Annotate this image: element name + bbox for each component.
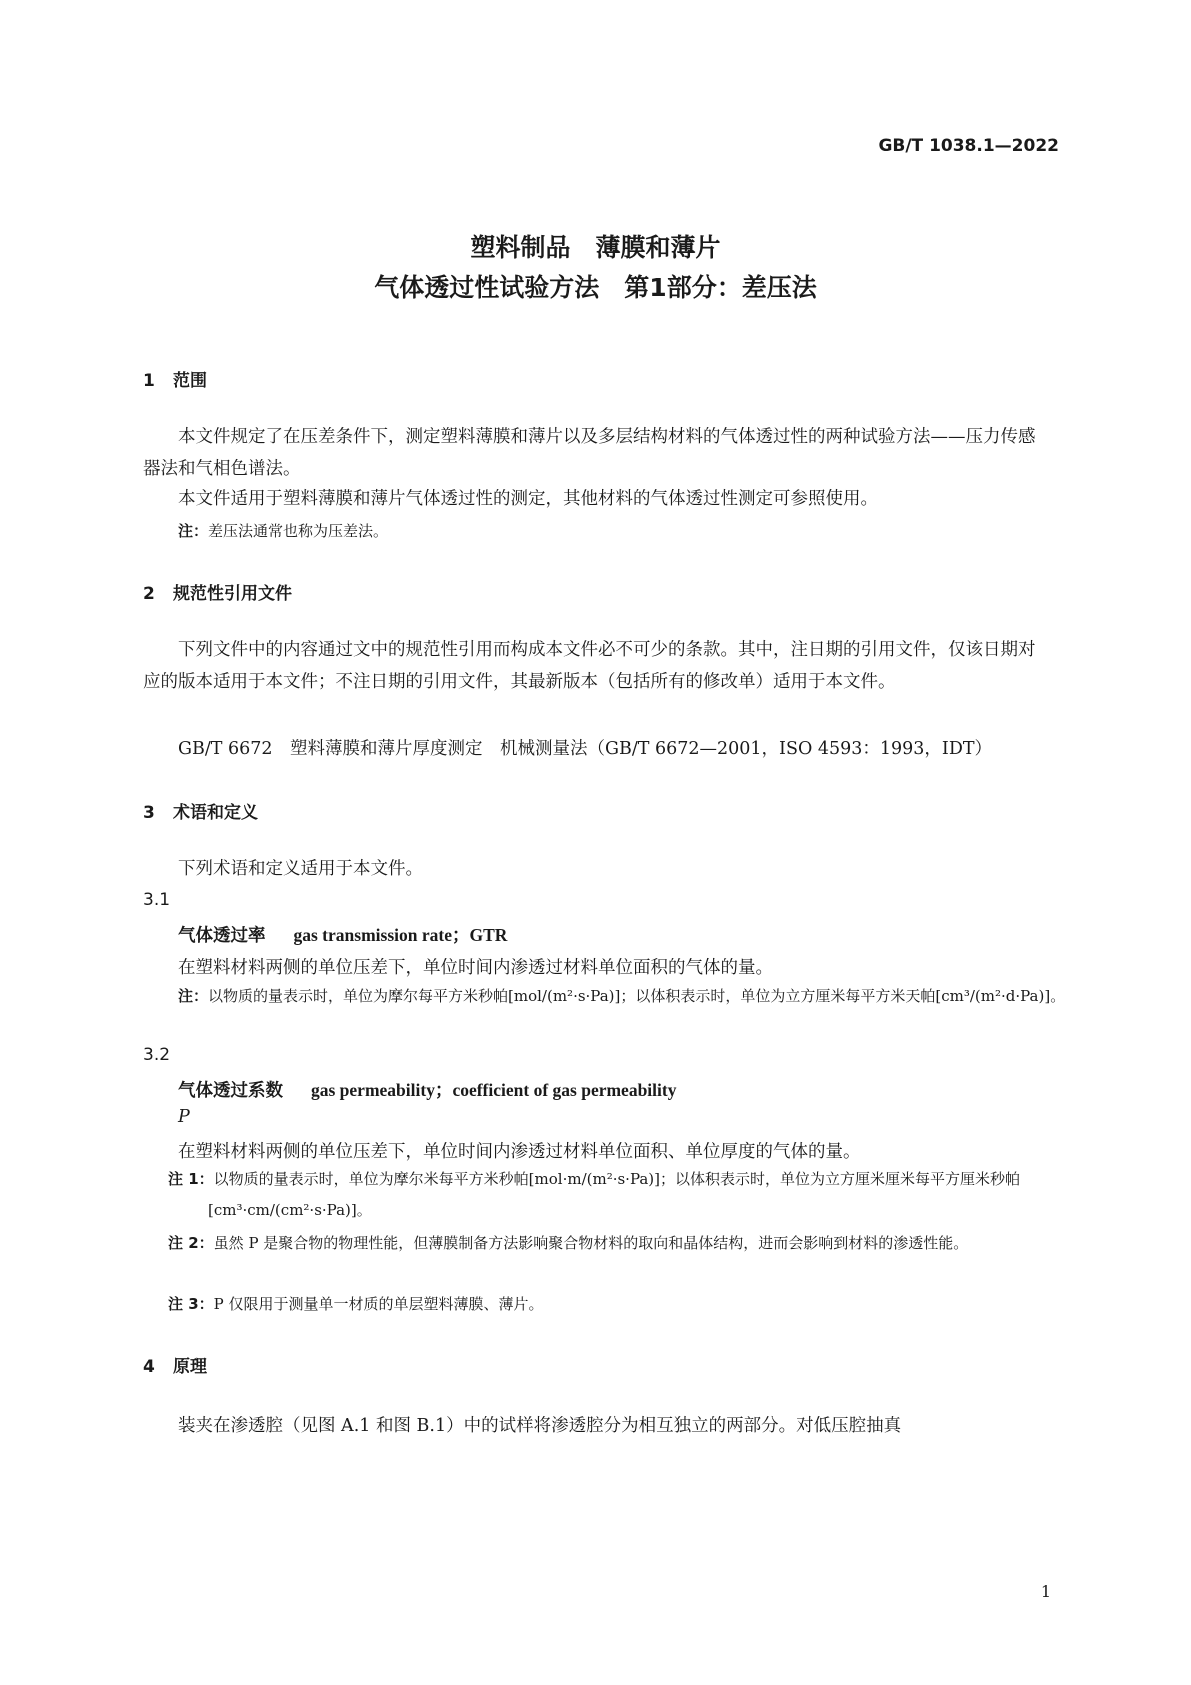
- section-number: 4: [143, 1357, 155, 1377]
- term-en: gas transmission rate；GTR: [293, 925, 508, 945]
- document-title-line1: 塑料制品 薄膜和薄片: [470, 233, 721, 262]
- section-1-note: [178, 520, 388, 541]
- section-2-heading: [143, 579, 292, 604]
- section-3-intro: 下列术语和定义适用于本文件。: [178, 859, 423, 879]
- note-label: 注：: [178, 987, 209, 1005]
- term-3-2-number: 3.2: [143, 1045, 171, 1065]
- term-3-2-note-1: [168, 1164, 1088, 1226]
- note-label: 注：: [178, 522, 209, 540]
- section-title: 术语和定义: [173, 803, 258, 823]
- term-3-1-note: [178, 981, 1092, 1012]
- section-number: 1: [143, 371, 155, 391]
- term-3-2-note-3: [168, 1293, 544, 1314]
- term-3-2-symbol: P: [178, 1107, 190, 1127]
- section-number: 3: [143, 803, 155, 823]
- note-text: 虽然 P 是聚合物的物理性能，但薄膜制备方法影响聚合物材料的取向和晶体结构，进而会影响到材料的渗透性能。: [213, 1234, 969, 1252]
- note-label: 注 1：: [168, 1170, 214, 1188]
- section-4-paragraph-1: 装夹在渗透腔（见图 A.1 和图 B.1）中的试样将渗透腔分为相互独立的两部分。对低压腔抽真: [178, 1416, 902, 1436]
- term-zh: 气体透过系数: [178, 1081, 283, 1101]
- section-4-heading: [143, 1352, 207, 1377]
- note-text: 以物质的量表示时，单位为摩尔每平方米秒帕[mol/(m²·s·Pa)]；以体积表示时，单位为立方厘米每平方米天帕[cm³/(m²·d·Pa)]。: [208, 987, 1066, 1005]
- section-1-paragraph-1: 本文件规定了在压差条件下，测定塑料薄膜和薄片以及多层结构材料的气体透过性的两种试验方法——压力传感器法和气相色谱法。: [143, 427, 1036, 479]
- section-3-heading: [143, 798, 258, 823]
- section-1-paragraph-2: 本文件适用于塑料薄膜和薄片气体透过性的测定，其他材料的气体透过性测定可参照使用。: [178, 489, 878, 509]
- standard-number: GB/T 1038.1—2022: [878, 136, 1059, 156]
- section-1-heading: [143, 366, 207, 391]
- page-number: 1: [1040, 1582, 1051, 1601]
- section-number: 2: [143, 584, 155, 604]
- section-title: 范围: [173, 371, 207, 391]
- note-text: P 仅限用于测量单一材质的单层塑料薄膜、薄片。: [213, 1295, 544, 1313]
- document-title-line2: 气体透过性试验方法 第1部分：差压法: [374, 273, 817, 302]
- section-2-paragraph-1: 下列文件中的内容通过文中的规范性引用而构成本文件必不可少的条款。其中，注日期的引用文件，仅该日期对应的版本适用于本文件；不注日期的引用文件，其最新版本（包括所有的修改单）适用于本文件。: [143, 640, 1036, 692]
- term-3-2-heading: [178, 1077, 676, 1102]
- term-zh: 气体透过率: [178, 926, 266, 946]
- term-3-1-number: 3.1: [143, 890, 171, 910]
- term-3-1-heading: [178, 922, 507, 947]
- section-title: 原理: [173, 1357, 207, 1377]
- note-label: 注 2：: [168, 1234, 214, 1252]
- term-en: gas permeability；coefficient of gas permeability: [311, 1080, 677, 1100]
- term-3-2-definition: 在塑料材料两侧的单位压差下，单位时间内渗透过材料单位面积、单位厚度的气体的量。: [178, 1142, 861, 1162]
- note-label: 注 3：: [168, 1295, 214, 1313]
- term-3-1-definition: 在塑料材料两侧的单位压差下，单位时间内渗透过材料单位面积的气体的量。: [178, 958, 773, 978]
- normative-reference: GB/T 6672 塑料薄膜和薄片厚度测定 机械测量法（GB/T 6672—2001，ISO 4593：1993，IDT）: [178, 739, 993, 759]
- term-3-2-note-2: [168, 1228, 1088, 1259]
- section-title: 规范性引用文件: [173, 584, 292, 604]
- note-text: 差压法通常也称为压差法。: [208, 522, 389, 540]
- note-text: 以物质的量表示时，单位为摩尔米每平方米秒帕[mol·m/(m²·s·Pa)]；以体积表示时，单位为立方厘米厘米每平方厘米秒帕[cm³·cm/(cm²·s·Pa)]。: [208, 1170, 1021, 1219]
